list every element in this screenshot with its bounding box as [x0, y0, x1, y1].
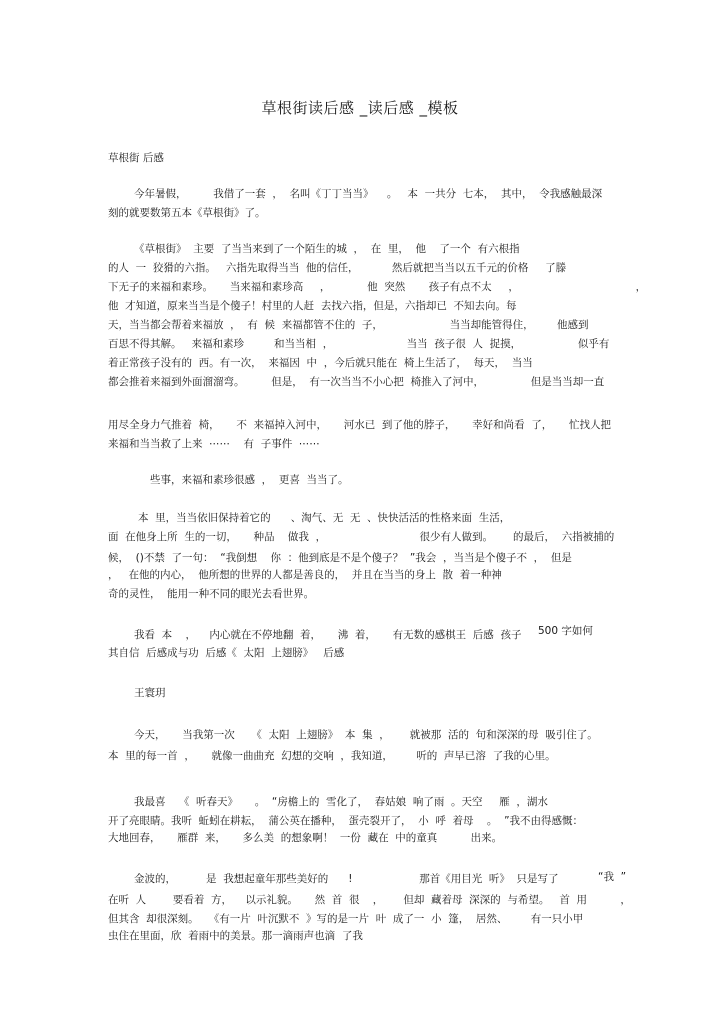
paragraph-line: 其自信 后感成与功 后感《 太阳 上翅膀》 后感 — [108, 647, 345, 659]
paragraph-line: 来福和当当救了上来 ⋯⋯ 有 子事件 ⋯⋯ — [108, 438, 320, 450]
paragraph-line: 面 在他身上所 生的一切， 种品 做我 ， 很少有人做到。 的最后， 六指被捕的 — [108, 531, 615, 543]
paragraph-line: 刻的就要数第五本《草根街》了。 — [108, 207, 266, 219]
paragraph-line: 本 里，当当依旧保持着它的 、淘气、无 无 、快快活活的性格来面 生活， — [138, 512, 511, 524]
paragraph-line: 今天， 当我第一次 《 太阳 上翅膀》 本 集 ， 就被那 活的 句和深深的母 吸引住了。 — [134, 729, 598, 741]
paragraph-line: 但其含 却很深刻。 《有一片 叶沉默不 》写的是一片 叶 成了一 小 篷， 居然、 有一只小甲 — [108, 913, 584, 925]
paragraph-line: 开了亮眼睛。我听 蚯蚓在耕耘， 蒲公英在播种， 蛋壳裂开了， 小 呼 着母 。 ”我不由得感慨： — [108, 815, 584, 827]
paragraph-line: 大地回春， 雁群 来， 多么美 的想象啊！ 一份 藏在 中的童真 出来。 — [108, 832, 503, 844]
floating-note: 500 字如何 — [538, 625, 593, 637]
paragraph-line: 我看 本 ， 内心就在不停地翻 着， 沸 着， 有无数的感棋王 后感 孩子 — [134, 629, 522, 641]
paragraph-line: 在听 人 要看着 方， 以示礼貌。 然 首 很 ， 但却 藏着母 深深的 与希望。 首 用 ， — [108, 894, 631, 906]
paragraph-line: 《草根街》 主要 了当当来到了一个陌生的城 ， 在 里， 他 了一个 有六根指 — [134, 243, 520, 255]
paragraph-line: 他 才知道，原来当当是个傻子！村里的人赶 去找六指，但是，六指却已 不知去向。每 — [108, 300, 517, 312]
paragraph-line: 用尽全身力气推着 椅， 不 来福掉入河中， 河水已 到了他的脖子， 幸好和尚看 了， 忙找人把 — [108, 419, 611, 431]
paragraph-line: 的人 一 狡猾的六指。 六指先取得当当 他的信任， 然后就把当当以五千元的价格 了滕 — [108, 262, 567, 274]
paragraph-line: 今年暑假， 我借了一套 ， 名叫《丁丁当当》 。 本 一共分 七本， 其中， 令我感触最深 — [134, 188, 603, 200]
paragraph-line: 着正常孩子没有的 西。有一次， 来福因 中 ，今后就只能在 椅上生活了， 每天， 当当 — [108, 357, 533, 369]
section-heading: 草根街 后感 — [108, 152, 164, 164]
paragraph-line: 候， ()不禁 了一句： “我倒想 你 ：他到底是不是个傻子？ ”我会 ，当当是个傻子不 ， 但是 — [108, 552, 572, 564]
paragraph-line: 虫住在里面，欣 着雨中的美景。那一滴雨声也滴 了我 — [108, 930, 363, 942]
paragraph-line: 下无子的来福和素珍。 当来福和素珍高 ， 他 突然 孩子有点不太 ， ， — [108, 281, 647, 293]
paragraph-line: 奇的灵性， 能用一种不同的眼光去看世界。 — [108, 588, 315, 600]
document-title: 草根街读后感 _读后感 _模板 — [261, 99, 459, 117]
paragraph-line: 些事，来福和素珍很感 ， 更喜 当当了。 — [150, 474, 349, 486]
paragraph-line: 百思不得其解。 来福和素珍 和当当相 ， 当当 孩子很 人 捉摸， 似乎有 — [108, 338, 610, 350]
paragraph-line: 金波的， 是 我想起童年那些美好的 ! 那首《用目光 听》 只是写了 — [134, 873, 559, 885]
paragraph-line: ， 在他的内心， 他所想的世界的人都是善良的， 并且在当当的身上 散 着一种神 — [108, 569, 502, 581]
floating-quote: “我 ” — [598, 871, 627, 883]
paragraph-line: 都会推着来福到外面溜溜弯。 但是， 有一次当当不小心把 椅推入了河中， 但是当当却一直 — [108, 376, 605, 388]
paragraph-line: 我最喜 《 听春天》 。 “房檐上的 雪化了， 春姑娘 响了雨 。天空 雁 ，湖水 — [134, 796, 548, 808]
paragraph-line: 天，当当都会帮着来福放 ， 有 候 来福都管不住的 子， 当当却能管得住， 他感到 — [108, 319, 589, 331]
paragraph-line: 本 里的每一首 ， 就像一曲曲充 幻想的交响 ，我知道， 听的 声早已溶 了我的心里。 — [108, 750, 556, 762]
author-name: 王寰玥 — [134, 687, 166, 699]
